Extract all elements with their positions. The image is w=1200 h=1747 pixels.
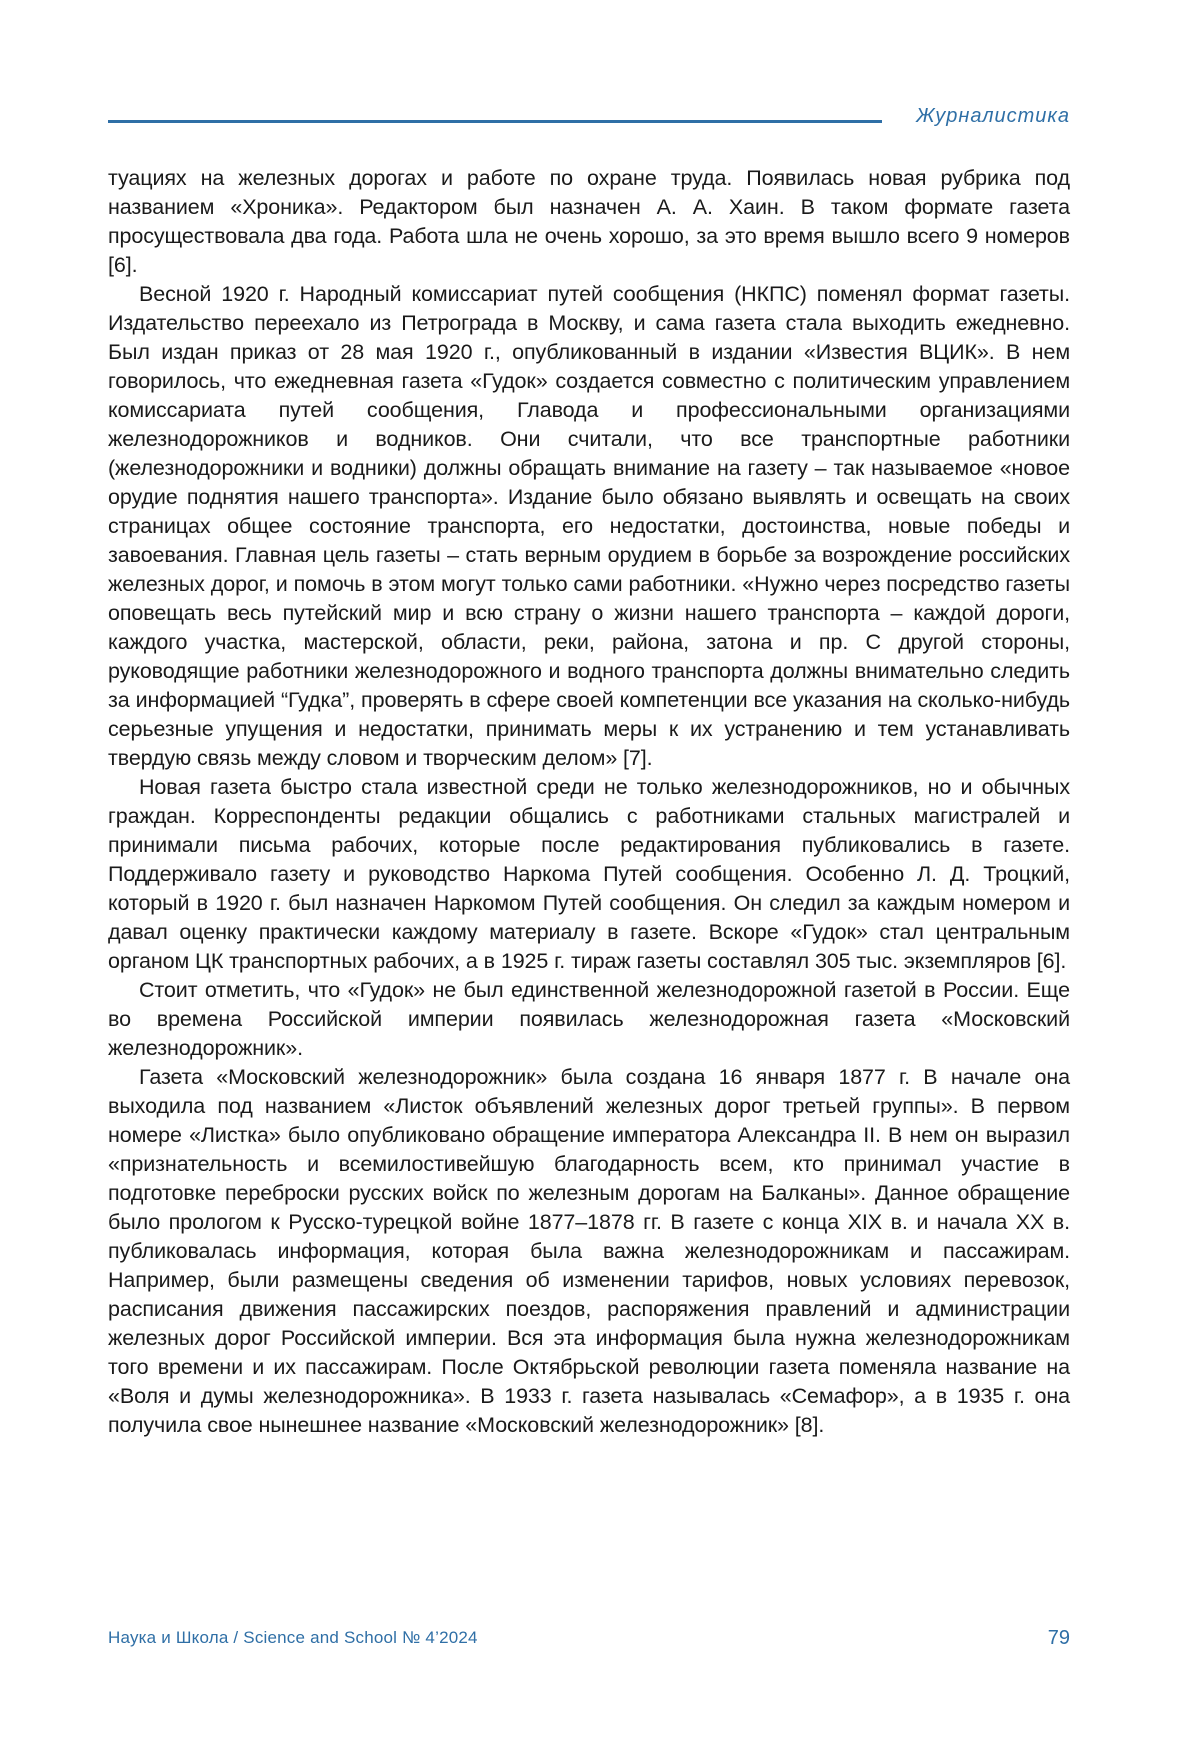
paragraph: Новая газета быстро стала известной среди не только железнодорожников, но и обычных граждан. Корреспонденты редакции общались с работниками стальных магистралей и принимали письма рабочих, которые после редактирования публиковались в газете. Поддерживало газету и руководство Наркома Путей сообщения. Особенно Л. Д. Троцкий, который в 1920 г. был назначен Наркомом Путей сообщения. Он следил за каждым номером и давал оценку практически каждому материалу в газете. Вскоре «Гудок» стал центральным органом ЦК транспортных рабочих, а в 1925 г. тираж газеты составлял 305 тыс. экземпляров [6].: [108, 775, 1070, 973]
header-rule: [108, 120, 882, 123]
page-number: 79: [1047, 1627, 1070, 1649]
section-title: Журналистика: [916, 105, 1070, 127]
paragraph: Весной 1920 г. Народный комиссариат путей сообщения (НКПС) поменял формат газеты. Издательство переехало из Петрограда в Москву, и сама газета стала выходить ежедневно. Был издан приказ от 28 мая 1920 г., опубликованный в издании «Известия ВЦИК». В нем говорилось, что ежедневная газета «Гудок» создается совместно с политическим управлением комиссариата путей сообщения, Главода и профессиональными организациями железнодорожников и водников. Они считали, что все транспортные работники (железнодорожники и водники) должны обращать внимание на газету – так называемое «новое орудие поднятия нашего транспорта». Издание было обязано выявлять и освещать на своих страницах общее состояние транспорта, его недостатки, достоинства, новые победы и завоевания. Главная цель газеты – стать верным орудием в борьбе за возрождение российских железных дорог, и помочь в этом могут только сами работники. «Нужно через посредство газеты оповещать весь путейский мир и всю страну о жизни нашего транспорта – каждой дороги, каждого участка, мастерской, области, реки, района, затона и пр. С другой стороны, руководящие работники железнодорожного и водного транспорта должны внимательно следить за информацией “Гудка”, проверять в сфере своей компетенции все указания на сколько-нибудь серьезные упущения и недостатки, принимать меры к их устранению и тем устанавливать твердую связь между словом и творческим делом» [7].: [108, 282, 1070, 770]
paragraph: Газета «Московский железнодорожник» была создана 16 января 1877 г. В начале она выходила под названием «Листок объявлений железных дорог третьей группы». В первом номере «Листка» было опубликовано обращение императора Александра II. В нем он выразил «признательность и всемилостивейшую благодарность всем, кто принимал участие в подготовке переброски русских войск по железным дорогам на Балканы». Данное обращение было прологом к Русско-турецкой войне 1877–1878 гг. В газете с конца XIX в. и начала XX в. публиковалась информация, которая была важна железнодорожникам и пассажирам. Например, были размещены сведения об изменении тарифов, новых условиях перевозок, расписания движения пассажирских поездов, распоряжения правлений и администрации железных дорог Российской империи. Вся эта информация была нужна железнодорожникам того времени и их пассажирам. После Октябрьской революции газета поменяла название на «Воля и думы железнодорожника». В 1933 г. газета называлась «Семафор», а в 1935 г. она получила свое нынешнее название «Московский железнодорожник» [8].: [108, 1065, 1070, 1437]
paragraph: Стоит отметить, что «Гудок» не был единственной железнодорожной газетой в России. Еще во времена Российской империи появилась железнодорожная газета «Московский железнодорожник».: [108, 978, 1070, 1060]
article-body: [108, 164, 1070, 1440]
running-footer: [108, 1624, 1070, 1652]
running-header: [108, 104, 1070, 128]
paragraph-continued: туациях на железных дорогах и работе по охране труда. Появилась новая рубрика под названием «Хроника». Редактором был назначен А. А. Хаин. В таком формате газета просуществовала два года. Работа шла не очень хорошо, за это время вышло всего 9 номеров [6].: [108, 166, 1070, 277]
journal-name: Наука и Школа / Science and School № 4’2024: [108, 1628, 478, 1647]
